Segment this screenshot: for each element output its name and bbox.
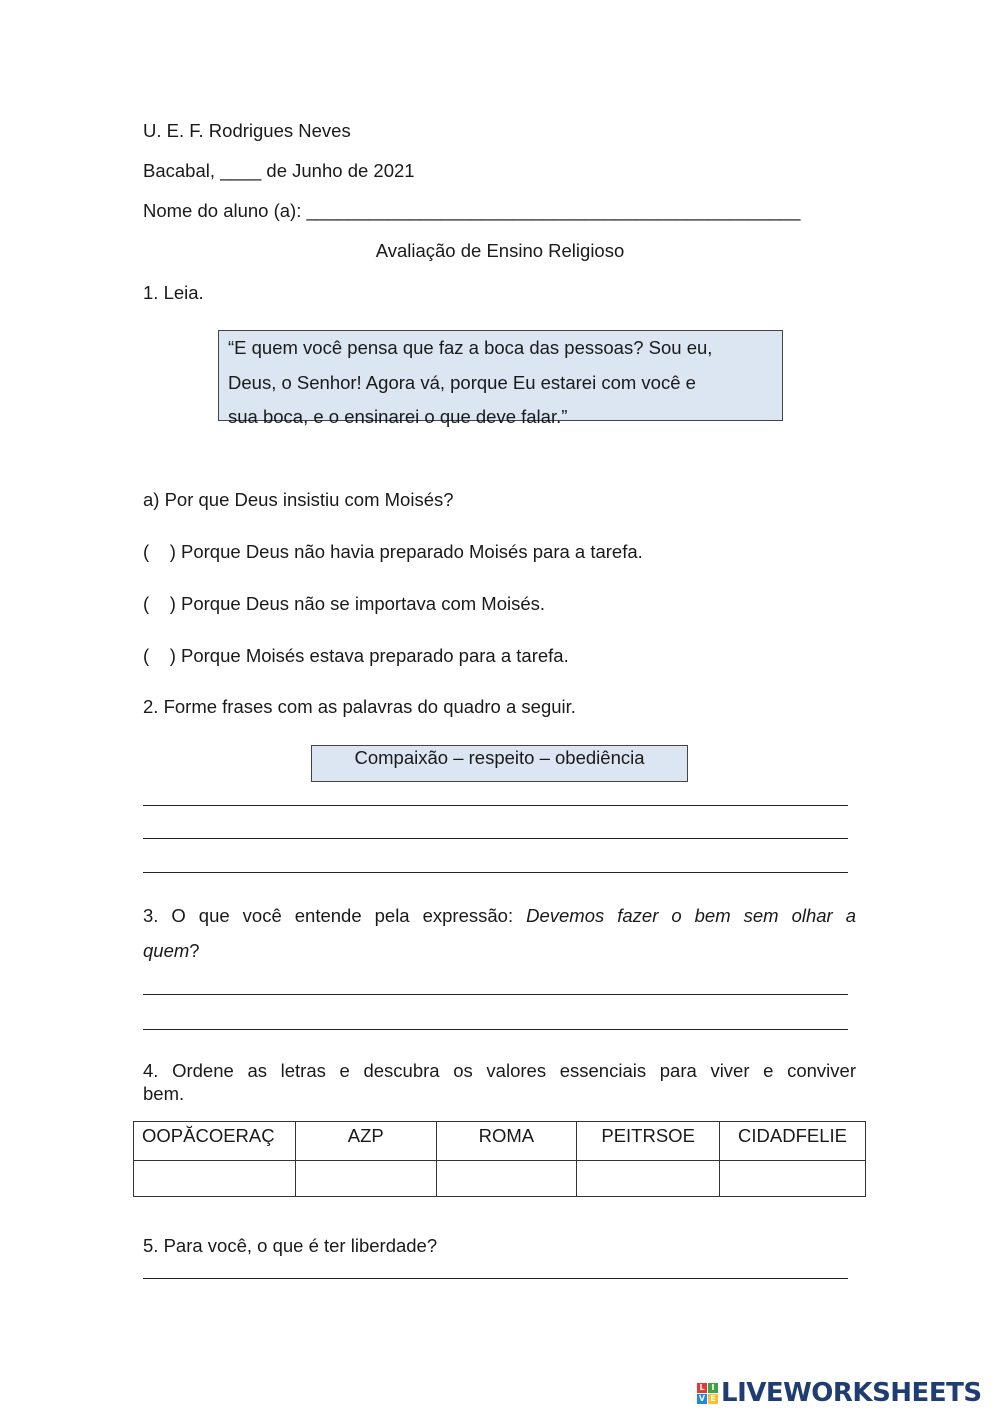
answer-cell[interactable] bbox=[295, 1161, 436, 1197]
school-name: U. E. F. Rodrigues Neves bbox=[143, 120, 351, 141]
quote-line: Deus, o Senhor! Agora vá, porque Eu estarei com você e bbox=[228, 371, 696, 393]
question-3-prompt-cont bbox=[143, 940, 200, 962]
quote-line: sua boca, e o ensinarei o que deve falar.” bbox=[228, 406, 568, 427]
table-header-cell: ROMA bbox=[436, 1122, 577, 1161]
answer-line[interactable] bbox=[143, 872, 848, 873]
question-3-prompt bbox=[143, 905, 856, 927]
answer-line[interactable] bbox=[143, 1278, 848, 1279]
option-3[interactable]: ( ) Porque Moisés estava preparado para a tarefa. bbox=[143, 645, 569, 666]
words-box: Compaixão – respeito – obediência bbox=[311, 745, 688, 782]
quote-box bbox=[218, 330, 783, 427]
answer-cell[interactable] bbox=[436, 1161, 577, 1197]
answer-cell[interactable] bbox=[134, 1161, 296, 1197]
question-2-prompt: 2. Forme frases com as palavras do quadro a seguir. bbox=[143, 696, 576, 717]
question-3-prefix: 3. O que você entende pela expressão: bbox=[143, 905, 514, 926]
question-1a-prompt: a) Por que Deus insistiu com Moisés? bbox=[143, 489, 454, 510]
option-1[interactable]: ( ) Porque Deus não havia preparado Moisés para a tarefa. bbox=[143, 541, 643, 562]
liveworksheets-brand bbox=[697, 1378, 997, 1408]
table-header-cell: CIDADFELIE bbox=[720, 1122, 866, 1161]
page-title: Avaliação de Ensino Religioso bbox=[375, 240, 625, 261]
question-1-prompt: 1. Leia. bbox=[143, 282, 204, 303]
question-5-prompt: 5. Para você, o que é ter liberdade? bbox=[143, 1235, 438, 1256]
logo-letter: L bbox=[697, 1383, 707, 1393]
logo-letter: E bbox=[708, 1394, 718, 1404]
answer-line[interactable] bbox=[143, 994, 848, 995]
quote-line: “E quem você pensa que faz a boca das pessoas? Sou eu, bbox=[228, 337, 713, 358]
answer-line[interactable] bbox=[143, 1029, 848, 1030]
question-3-expression: Devemos fazer o bem sem olhar a bbox=[526, 905, 856, 926]
answer-cell[interactable] bbox=[577, 1161, 720, 1197]
liveworksheets-logo-icon bbox=[697, 1383, 718, 1404]
student-name-line: Nome do aluno (a): ________________________________________________ bbox=[143, 200, 801, 221]
question-4-prompt-cont: bem. bbox=[143, 1083, 185, 1104]
question-3-expression-end: quem bbox=[143, 940, 190, 961]
table-header-cell: AZP bbox=[295, 1122, 436, 1161]
logo-letter: I bbox=[708, 1383, 718, 1393]
date-line: Bacabal, ____ de Junho de 2021 bbox=[143, 160, 415, 181]
logo-letter: V bbox=[698, 1393, 706, 1403]
scrambled-letters-table bbox=[133, 1121, 866, 1197]
answer-line[interactable] bbox=[143, 805, 848, 806]
answer-line[interactable] bbox=[143, 838, 848, 839]
question-3-suffix: ? bbox=[189, 940, 200, 961]
question-4-prompt: 4. Ordene as letras e descubra os valores essenciais para viver e conviver bbox=[143, 1060, 856, 1081]
answer-cell[interactable] bbox=[720, 1161, 866, 1197]
brand-name: LIVEWORKSHEETS bbox=[721, 1378, 982, 1408]
table-header-cell: OOPĂCOERAÇ bbox=[134, 1122, 296, 1161]
table-header-cell: PEITRSOE bbox=[577, 1122, 720, 1161]
option-2[interactable]: ( ) Porque Deus não se importava com Moisés. bbox=[143, 593, 546, 614]
